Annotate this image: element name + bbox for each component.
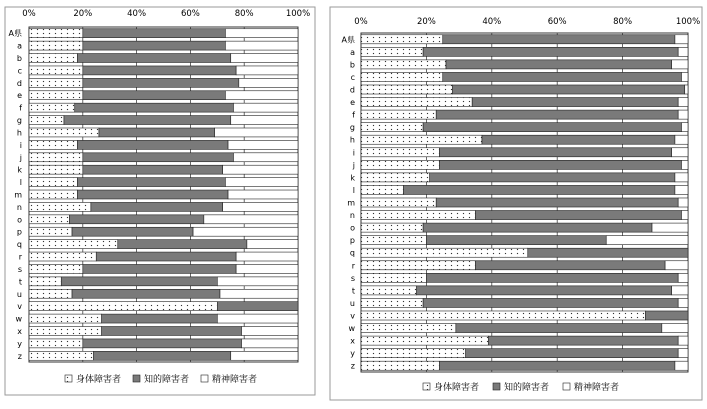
category-label: p [349, 236, 355, 246]
bar-segment-3 [678, 110, 688, 119]
bar-segment-1 [29, 78, 83, 87]
bar-segment-3 [225, 178, 298, 187]
bar-segment-1 [29, 190, 77, 199]
category-label: a [17, 41, 22, 51]
bar-segment-1 [361, 336, 489, 345]
bar-segment-1 [29, 351, 94, 360]
bar-segment-3 [239, 78, 298, 87]
x-tick-label: 0% [22, 9, 36, 19]
bar-segment-3 [678, 98, 688, 107]
bar-segment-2 [439, 160, 681, 169]
bar-segment-3 [236, 66, 298, 75]
category-label: e [350, 98, 355, 108]
category-label: p [16, 227, 22, 237]
bar-segment-2 [217, 302, 298, 311]
bar-segment-2 [83, 153, 234, 162]
category-label: z [17, 351, 22, 361]
category-label: f [19, 103, 22, 113]
bar-segment-2 [72, 289, 220, 298]
bar-segment-2 [64, 116, 231, 125]
bar-segment-1 [29, 165, 83, 174]
bar-segment-3 [662, 324, 688, 333]
legend-swatch [201, 375, 208, 382]
bar-segment-2 [83, 165, 223, 174]
bar-segment-2 [423, 123, 681, 132]
bar-segment-3 [681, 211, 688, 220]
bar-segment-1 [29, 91, 83, 100]
bar-segment-1 [361, 47, 423, 56]
category-label: b [349, 60, 355, 70]
category-label: t [18, 277, 22, 287]
legend-swatch [133, 375, 140, 382]
bar-segment-1 [29, 54, 77, 63]
bar-segment-1 [29, 264, 83, 273]
category-label: c [17, 66, 22, 76]
category-label: A県 [8, 29, 22, 39]
x-tick-label: 60% [180, 9, 200, 19]
legend-swatch [493, 383, 500, 390]
bar-segment-2 [102, 314, 218, 323]
category-label: m [347, 198, 355, 208]
bar-segment-3 [217, 277, 298, 286]
x-tick-label: 20% [73, 9, 93, 19]
bar-segment-2 [99, 128, 215, 137]
bar-segment-1 [29, 66, 83, 75]
bar-segment-2 [453, 85, 685, 94]
category-label: w [348, 324, 355, 334]
bar-segment-3 [217, 314, 298, 323]
category-label: l [352, 185, 355, 195]
category-label: r [18, 252, 22, 262]
legend-label: 精神障害者 [212, 375, 258, 385]
bar-segment-1 [29, 153, 83, 162]
bar-segment-1 [29, 140, 77, 149]
bar-segment-1 [361, 361, 439, 370]
bar-segment-2 [72, 227, 193, 236]
bar-segment-2 [83, 264, 236, 273]
bar-segment-1 [29, 227, 72, 236]
bar-segment-1 [361, 72, 443, 81]
category-label: o [17, 215, 22, 225]
bar-segment-3 [678, 198, 688, 207]
bar-segment-3 [231, 351, 298, 360]
bar-segment-1 [29, 339, 83, 348]
bar-segment-1 [29, 252, 96, 261]
category-label: v [350, 311, 355, 321]
bar-segment-3 [675, 173, 688, 182]
x-tick-label: 100% [285, 9, 311, 19]
x-tick-label: 40% [127, 9, 147, 19]
bar-segment-2 [83, 339, 242, 348]
bar-segment-1 [361, 286, 417, 295]
bar-segment-3 [231, 54, 298, 63]
bar-segment-3 [220, 289, 298, 298]
bar-segment-2 [83, 41, 226, 50]
bar-segment-1 [361, 110, 436, 119]
bar-segment-1 [361, 98, 472, 107]
bar-segment-3 [242, 327, 298, 336]
category-label: x [17, 326, 22, 336]
bar-segment-1 [361, 185, 404, 194]
bar-segment-1 [361, 173, 430, 182]
bar-segment-2 [489, 336, 679, 345]
category-label: m [14, 190, 22, 200]
bar-segment-2 [69, 215, 204, 224]
bar-segment-1 [29, 277, 61, 286]
category-label: y [17, 339, 22, 349]
bar-segment-2 [83, 66, 236, 75]
bar-segment-3 [193, 227, 298, 236]
bar-segment-2 [443, 72, 682, 81]
bar-segment-3 [672, 60, 688, 69]
legend [423, 381, 619, 393]
bar-segment-3 [228, 190, 298, 199]
bar-segment-2 [77, 54, 230, 63]
bar-segment-2 [77, 140, 228, 149]
category-label: d [16, 78, 22, 88]
category-label: q [349, 248, 355, 258]
bar-segment-3 [247, 240, 298, 249]
bar-segment-2 [472, 98, 678, 107]
bar-segment-2 [475, 211, 681, 220]
bar-segment-1 [29, 41, 83, 50]
bar-segment-2 [426, 273, 678, 282]
bar-segment-1 [361, 35, 443, 44]
bar-segment-2 [404, 185, 675, 194]
bar-segment-3 [672, 286, 688, 295]
legend-label: 知的障害者 [504, 383, 550, 393]
bar-segment-3 [223, 165, 298, 174]
category-label: n [16, 202, 22, 212]
category-label: i [19, 140, 22, 150]
bar-segment-1 [361, 324, 456, 333]
bar-segment-3 [242, 339, 298, 348]
bar-segment-3 [228, 140, 298, 149]
legend-label: 精神障害者 [574, 383, 620, 393]
category-label: u [16, 289, 22, 299]
bar-segment-1 [29, 178, 77, 187]
bar-segment-2 [439, 361, 674, 370]
bar-segment-2 [436, 110, 678, 119]
bar-segment-2 [456, 324, 662, 333]
bar-segment-3 [225, 29, 298, 38]
bar-segment-1 [361, 148, 439, 157]
bar-segment-1 [361, 60, 446, 69]
bar-segment-2 [446, 60, 672, 69]
x-tick-label: 60% [547, 17, 567, 27]
bar-segment-2 [83, 91, 226, 100]
category-label: n [349, 211, 355, 221]
bar-segment-3 [675, 135, 688, 144]
category-label: r [351, 261, 355, 271]
category-label: z [350, 361, 355, 371]
x-tick-label: 40% [482, 17, 502, 27]
bar-segment-3 [223, 202, 298, 211]
bar-segment-2 [466, 349, 679, 358]
bar-segment-1 [361, 298, 423, 307]
bar-segment-3 [675, 361, 688, 370]
bar-segment-3 [233, 103, 298, 112]
bar-segment-3 [675, 35, 688, 44]
bar-segment-1 [29, 289, 72, 298]
bar-segment-3 [233, 153, 298, 162]
bar-segment-3 [678, 47, 688, 56]
bar-segment-1 [29, 128, 99, 137]
bar-segment-3 [225, 91, 298, 100]
bar-segment-2 [77, 190, 228, 199]
bar-segment-2 [96, 252, 236, 261]
category-label: A県 [341, 35, 355, 45]
chart-panel-1 [5, 7, 315, 395]
category-label: g [349, 123, 355, 133]
bar-segment-2 [423, 223, 652, 232]
bar-segment-2 [75, 103, 234, 112]
bar-segment-3 [606, 236, 688, 245]
bar-segment-2 [426, 236, 606, 245]
category-label: t [351, 286, 355, 296]
bar-segment-1 [361, 273, 426, 282]
category-label: v [17, 302, 22, 312]
category-label: b [16, 54, 22, 64]
x-tick-label: 100% [675, 17, 701, 27]
bar-segment-1 [361, 236, 426, 245]
bar-segment-3 [678, 336, 688, 345]
bar-segment-2 [94, 351, 231, 360]
bar-segment-2 [61, 277, 217, 286]
bar-segment-3 [231, 116, 298, 125]
bar-segment-2 [443, 35, 675, 44]
bar-segment-1 [29, 215, 69, 224]
bar-segment-1 [361, 211, 475, 220]
bar-segment-2 [91, 202, 223, 211]
bar-segment-2 [645, 311, 688, 320]
bar-segment-1 [361, 223, 423, 232]
category-label: d [349, 85, 355, 95]
bar-segment-1 [361, 248, 528, 257]
bar-segment-3 [225, 41, 298, 50]
legend-label: 知的障害者 [144, 375, 190, 385]
x-tick-label: 20% [416, 17, 436, 27]
category-label: j [19, 153, 22, 163]
bar-segment-3 [678, 349, 688, 358]
x-tick-label: 80% [234, 9, 254, 19]
bar-segment-2 [482, 135, 675, 144]
category-label: k [350, 173, 355, 183]
category-label: k [17, 165, 22, 175]
bar-segment-3 [681, 123, 688, 132]
bar-segment-1 [361, 198, 436, 207]
bar-segment-1 [29, 116, 64, 125]
bar-segment-3 [665, 261, 688, 270]
bar-segment-2 [77, 178, 225, 187]
bar-segment-3 [678, 273, 688, 282]
legend-swatch [65, 375, 72, 382]
bar-segment-2 [528, 248, 688, 257]
bar-segment-2 [83, 78, 239, 87]
bar-segment-3 [236, 264, 298, 273]
bar-segment-1 [29, 240, 118, 249]
bar-segment-1 [29, 314, 102, 323]
legend [65, 373, 257, 385]
category-label: l [19, 178, 22, 188]
category-label: o [350, 223, 355, 233]
legend-swatch [563, 383, 570, 390]
bar-segment-1 [29, 302, 217, 311]
category-label: c [350, 72, 355, 82]
x-tick-label: 0% [354, 17, 368, 27]
bar-segment-1 [361, 261, 475, 270]
category-label: x [350, 336, 355, 346]
bar-segment-2 [423, 47, 678, 56]
bar-segment-2 [423, 298, 678, 307]
bar-segment-2 [436, 198, 678, 207]
bar-segment-2 [83, 29, 226, 38]
category-label: g [16, 116, 22, 126]
bar-segment-3 [675, 185, 688, 194]
bar-segment-3 [652, 223, 688, 232]
bar-segment-3 [681, 72, 688, 81]
x-tick-label: 80% [613, 17, 633, 27]
bar-segment-1 [361, 85, 453, 94]
bar-segment-1 [361, 349, 466, 358]
bar-segment-2 [417, 286, 672, 295]
bar-segment-2 [430, 173, 675, 182]
category-label: u [349, 298, 355, 308]
category-label: e [17, 91, 22, 101]
legend-swatch [423, 383, 430, 390]
bar-segment-1 [361, 135, 482, 144]
bar-segment-1 [29, 202, 91, 211]
chart-frame [5, 7, 315, 395]
category-label: h [16, 128, 22, 138]
bar-segment-1 [29, 327, 102, 336]
bar-segment-1 [361, 311, 645, 320]
bar-segment-3 [678, 298, 688, 307]
bar-segment-1 [29, 29, 83, 38]
bar-segment-3 [236, 252, 298, 261]
category-label: f [352, 110, 355, 120]
category-label: y [350, 349, 355, 359]
bar-segment-2 [439, 148, 671, 157]
bar-segment-1 [29, 103, 75, 112]
category-label: j [352, 160, 355, 170]
bar-segment-2 [102, 327, 242, 336]
category-label: i [352, 148, 355, 158]
legend-label: 身体障害者 [434, 383, 480, 393]
category-label: s [350, 273, 355, 283]
legend-label: 身体障害者 [76, 375, 122, 385]
bar-segment-3 [685, 85, 688, 94]
category-label: h [349, 135, 355, 145]
bar-segment-3 [215, 128, 298, 137]
bar-segment-2 [475, 261, 665, 270]
category-label: w [15, 314, 22, 324]
bar-segment-1 [361, 160, 439, 169]
bar-segment-3 [681, 160, 688, 169]
category-label: s [17, 264, 22, 274]
bar-segment-3 [672, 148, 688, 157]
bar-segment-1 [361, 123, 423, 132]
category-label: q [16, 240, 22, 250]
category-label: a [350, 47, 355, 57]
bar-segment-2 [118, 240, 247, 249]
bar-segment-3 [204, 215, 298, 224]
chart-panel-2 [330, 7, 702, 400]
